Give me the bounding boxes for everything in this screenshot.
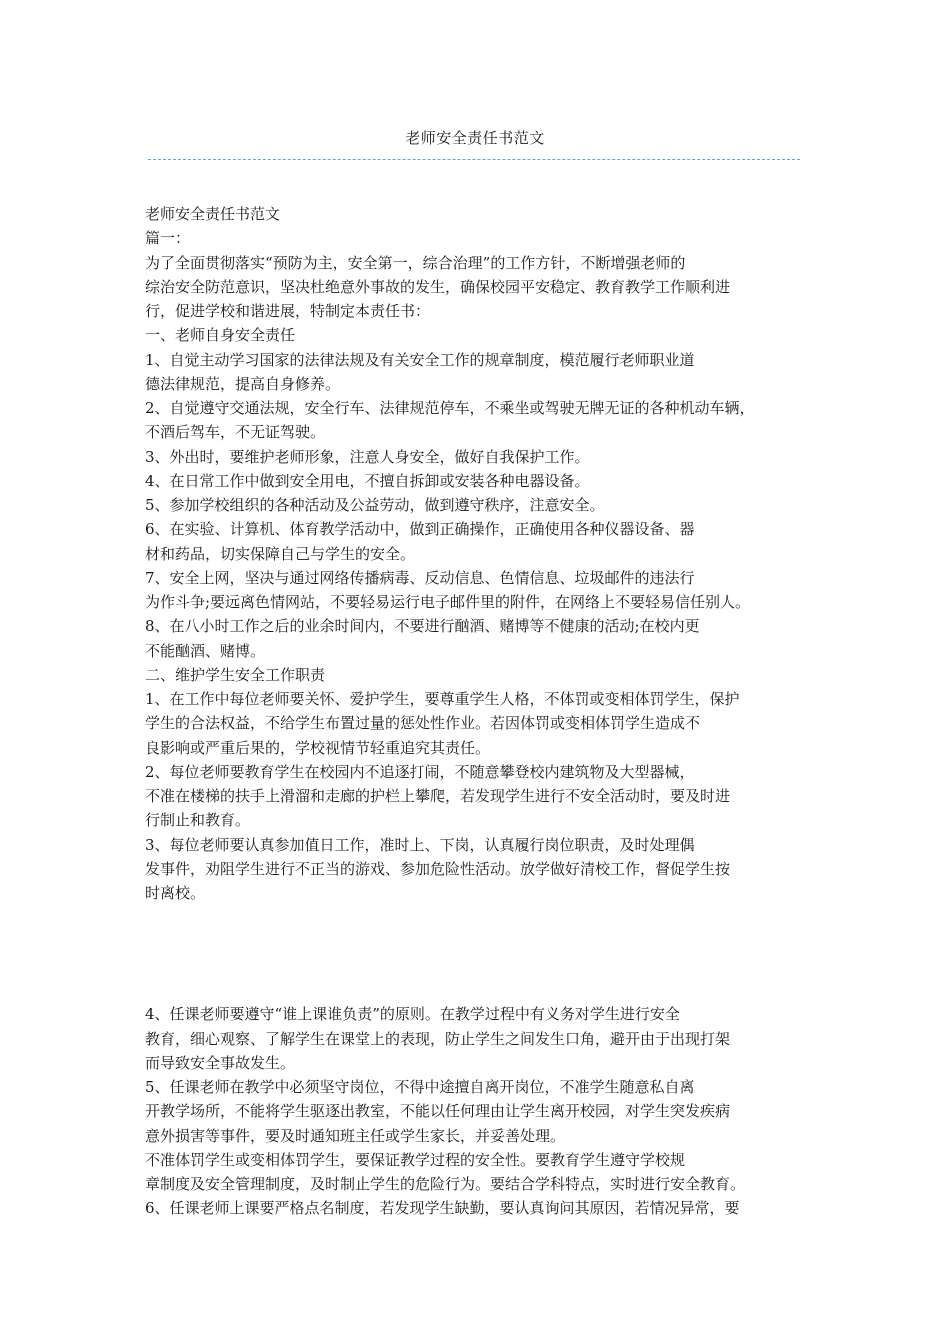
text-line: 教育，细心观察、了解学生在课堂上的表现，防止学生之间发生口角，避开由于出现打架 — [145, 1029, 731, 1048]
text-line: 学生的合法权益，不给学生布置过量的惩处性作业。若因体罚或变相体罚学生造成不 — [145, 714, 701, 733]
text-line: 章制度及安全管理制度，及时制止学生的危险行为。要结合学科特点，实时进行安全教育。 — [145, 1175, 746, 1193]
text-line: 德法律规范，提高自身修养。 — [145, 374, 341, 393]
text-line: 开教学场所，不能将学生驱逐出教室，不能以任何理由让学生离开校园，对学生突发疾病 — [145, 1102, 731, 1121]
text-line: 6、在实验、计算机、体育教学活动中，做到正确操作，正确使用各种仪器设备、器 — [145, 520, 695, 539]
text-line: 综治安全防范意识，坚决杜绝意外事故的发生，确保校园平安稳定、教育教学工作顺利进 — [145, 277, 731, 296]
text-line: 不准体罚学生或变相体罚学生，要保证教学过程的安全性。要教育学生遵守学校规 — [145, 1150, 686, 1169]
text-line: 为作斗争;要远离色情网站，不要轻易运行电子邮件里的附件，在网络上不要轻易信任别人。 — [145, 593, 751, 611]
text-line: 2、每位老师要教育学生在校园内不追逐打闹，不随意攀登校内建筑物及大型器械， — [145, 762, 695, 781]
text-line: 4、在日常工作中做到安全用电，不擅自拆卸或安装各种电器设备。 — [145, 471, 590, 490]
text-line: 5、参加学校组织的各种活动及公益劳动，做到遵守秩序，注意安全。 — [145, 496, 605, 514]
text-line: 时离校。 — [145, 884, 206, 902]
text-line: 1、在工作中每位老师要关怀、爱护学生，要尊重学生人格，不体罚或变相体罚学生，保护 — [145, 690, 740, 708]
text-line: 6、任课老师上课要严格点名制度，若发现学生缺勤，要认真询问其原因，若情况异常，要 — [145, 1199, 740, 1218]
text-line: 行制止和教育。 — [145, 811, 251, 830]
text-line: 行，促进学校和谐进展，特制定本责任书： — [145, 302, 431, 320]
text-line: 为了全面贯彻落实“预防为主，安全第一，综合治理”的工作方针，不断增强老师的 — [145, 253, 686, 272]
text-line: 而导致安全事故发生。 — [145, 1053, 296, 1072]
heading-line: 老师安全责任书范文 — [145, 205, 281, 223]
text-line: 篇一： — [145, 229, 191, 248]
text-line: 不能酗酒、赌博。 — [145, 641, 266, 660]
text-line: 发事件，劝阻学生进行不正当的游戏、参加危险性活动。放学做好清校工作，督促学生按 — [145, 859, 731, 878]
text-line: 4、任课老师要遵守“谁上课谁负责”的原则。在教学过程中有义务对学生进行安全 — [145, 1005, 680, 1024]
text-line: 3、每位老师要认真参加值日工作，准时上、下岗，认真履行岗位职责，及时处理偶 — [145, 835, 695, 854]
text-line: 良影响或严重后果的，学校视情节轻重追究其责任。 — [145, 738, 491, 757]
text-block-1 — [145, 202, 825, 905]
text-line: 2、自觉遵守交通法规，安全行车、法律规范停车，不乘坐或驾驶无牌无证的各种机动车辆， — [145, 399, 755, 417]
text-line: 5、任课老师在教学中必须坚守岗位，不得中途擅自离开岗位，不准学生随意私自离 — [145, 1078, 695, 1096]
page-gap — [145, 905, 825, 1002]
section-heading: 一、老师自身安全责任 — [145, 326, 296, 345]
text-line: 3、外出时，要维护老师形象，注意人身安全，做好自我保护工作。 — [145, 447, 590, 466]
text-block-2 — [145, 1002, 825, 1220]
document-body — [145, 202, 825, 1221]
text-line: 8、在八小时工作之后的业余时间内，不要进行酗酒、赌博等不健康的活动;在校内更 — [145, 617, 700, 636]
section-heading: 二、维护学生安全工作职责 — [145, 665, 326, 684]
text-line: 不酒后驾车，不无证驾驶。 — [145, 423, 326, 442]
text-line: 意外损害等事件，要及时通知班主任或学生家长，并妥善处理。 — [145, 1126, 566, 1145]
text-line: 1、自觉主动学习国家的法律法规及有关安全工作的规章制度，模范履行老师职业道 — [145, 350, 695, 369]
text-line: 不准在楼梯的扶手上滑溜和走廊的护栏上攀爬，若发现学生进行不安全活动时，要及时进 — [145, 787, 731, 805]
text-line: 7、安全上网，坚决与通过网络传播病毒、反动信息、色情信息、垃圾邮件的违法行 — [145, 568, 695, 587]
header-divider — [148, 159, 800, 160]
page-header-title: 老师安全责任书范文 — [405, 129, 545, 147]
text-line: 材和药品，切实保障自己与学生的安全。 — [145, 544, 416, 563]
